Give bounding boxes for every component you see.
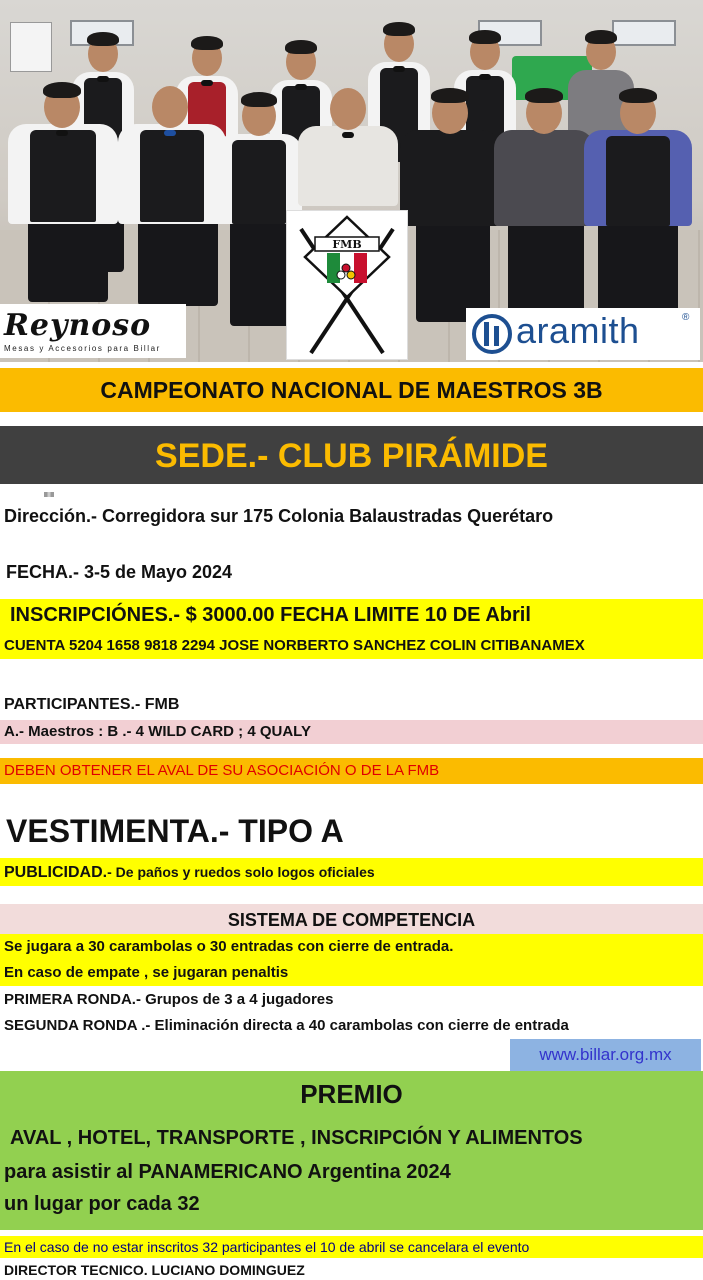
aramith-mark-icon <box>472 312 512 356</box>
address-line: Dirección.- Corregidora sur 175 Colonia Balaustradas Querétaro <box>4 506 554 526</box>
prize-line: un lugar por cada 32 <box>4 1193 200 1215</box>
fmb-logo <box>286 210 408 360</box>
wall-poster <box>10 22 52 72</box>
venue-banner: SEDE.- CLUB PIRÁMIDE <box>0 426 703 484</box>
advertising-line <box>0 858 703 886</box>
reynoso-wordmark: Reynoso <box>4 308 152 343</box>
reynoso-tagline: Mesas y Accesorios para Billar <box>4 344 161 353</box>
bank-account: CUENTA 5204 1658 9818 2294 JOSE NORBERTO SANCHEZ COLIN CITIBANAMEX <box>4 637 585 654</box>
aramith-wordmark: aramith <box>516 310 640 351</box>
cancellation-note: En el caso de no estar inscritos 32 participantes el 10 de abril se cancelara el evento <box>0 1236 703 1258</box>
website-link[interactable]: www.billar.org.mx <box>510 1039 701 1071</box>
prize-block <box>0 1071 703 1230</box>
prize-line: AVAL , HOTEL, TRANSPORTE , INSCRIPCIÓN Y ALIMENTOS <box>10 1127 583 1149</box>
rule-line: En caso de empate , se jugaran penaltis <box>0 960 703 986</box>
date-line: FECHA.- 3-5 de Mayo 2024 <box>6 562 233 582</box>
technical-director: DIRECTOR TECNICO. LUCIANO DOMINGUEZ <box>4 1262 305 1278</box>
flag-icon <box>44 492 54 497</box>
endorsement-note: DEBEN OBTENER EL AVAL DE SU ASOCIACIÓN O DE LA FMB <box>0 758 703 784</box>
registration-block <box>0 599 703 659</box>
advertising-label: PUBLICIDAD. <box>4 864 108 881</box>
rule-line: Se jugara a 30 carambolas o 30 entradas con cierre de entrada. <box>0 934 703 960</box>
registered-mark: ® <box>682 312 690 323</box>
rule-line: SEGUNDA RONDA .- Eliminación directa a 40 carambolas con cierre de entrada <box>4 1017 569 1034</box>
rule-line: PRIMERA RONDA.- Grupos de 3 a 4 jugadores <box>4 991 334 1008</box>
fmb-crest-icon <box>287 211 407 359</box>
aramith-logo <box>466 308 700 360</box>
dress-code: VESTIMENTA.- TIPO A <box>6 813 344 849</box>
advertising-text: - De paños y ruedos solo logos oficiales <box>107 864 375 880</box>
fmb-letters: FMB <box>332 238 362 251</box>
registration-fee: INSCRIPCIÓNES.- $ 3000.00 FECHA LIMITE 10 DE Abril <box>10 604 531 626</box>
competition-system-title: SISTEMA DE COMPETENCIA <box>0 904 703 934</box>
participants-detail: A.- Maestros : B .- 4 WILD CARD ; 4 QUALY <box>0 720 703 744</box>
participants-title: PARTICIPANTES.- FMB <box>4 696 180 713</box>
prize-line: para asistir al PANAMERICANO Argentina 2024 <box>4 1161 451 1183</box>
wall-window <box>612 20 676 46</box>
prize-title: PREMIO <box>300 1079 403 1109</box>
event-title: CAMPEONATO NACIONAL DE MAESTROS 3B <box>0 368 703 412</box>
reynoso-logo <box>0 304 186 358</box>
